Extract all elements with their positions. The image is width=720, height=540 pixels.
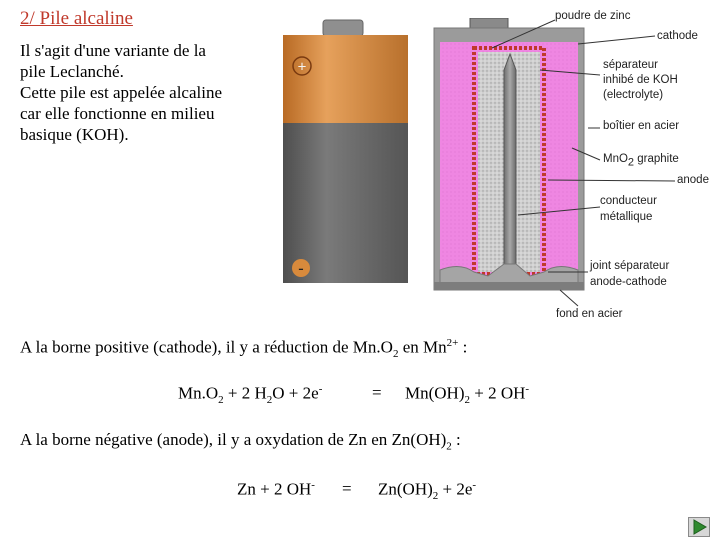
- label-anode: anode: [677, 174, 709, 186]
- label-boitier: boîtier en acier: [603, 120, 680, 132]
- label-line: (electrolyte): [603, 89, 664, 101]
- subscript: 2: [464, 394, 470, 407]
- cathode-equation-right: [405, 383, 529, 406]
- cathode-equation-equals: =: [372, 383, 382, 402]
- label-conducteur: [600, 193, 657, 225]
- label-part: MnO: [603, 153, 628, 165]
- label-poudre-zinc: poudre de zinc: [555, 10, 631, 22]
- eq-part: Mn.O: [178, 383, 219, 403]
- label-line: inhibé de KOH: [603, 74, 678, 86]
- label-mno2-graphite: [603, 153, 679, 168]
- superscript: -: [318, 383, 323, 395]
- anode-equation-left: [237, 479, 315, 500]
- pointer-conducteur: [518, 207, 600, 215]
- label-cathode: cathode: [657, 30, 698, 42]
- play-triangle-icon: [689, 518, 709, 536]
- label-fond-acier: fond en acier: [556, 308, 623, 320]
- eq-part: + 2e: [438, 479, 473, 499]
- superscript: -: [311, 479, 315, 491]
- anode-equation-equals: =: [342, 479, 352, 498]
- intro-line: Il s'agit d'une variante de la: [20, 41, 206, 60]
- label-line: joint séparateur: [590, 260, 670, 272]
- pointer-separateur: [540, 70, 600, 75]
- text-part: :: [458, 337, 468, 357]
- eq-part: + 2 OH: [470, 383, 526, 403]
- eq-part: + 2 H: [223, 383, 267, 403]
- minus-sign: -: [298, 259, 304, 278]
- label-line: anode-cathode: [590, 276, 667, 288]
- superscript: -: [525, 383, 530, 395]
- label-sub: 2: [627, 156, 635, 169]
- subscript: 2: [266, 394, 273, 407]
- pointer-fond: [560, 290, 578, 306]
- subscript: 2: [218, 394, 224, 407]
- label-line: séparateur: [603, 59, 658, 71]
- intro-line: Cette pile est appelée alcaline: [20, 83, 223, 102]
- eq-part: O + 2e: [272, 383, 319, 403]
- pointer-anode: [548, 180, 675, 181]
- page-title: 2/ Pile alcaline: [20, 8, 133, 29]
- plus-sign: +: [297, 58, 307, 76]
- pointer-poudre: [492, 20, 555, 48]
- cathode-sentence: [20, 337, 467, 360]
- anode-sentence: [20, 430, 461, 452]
- text-part: A la borne négative (anode), il y a oxydation de Zn en Zn(OH): [20, 430, 447, 449]
- intro-line: pile Leclanché.: [20, 62, 124, 81]
- label-part: graphite: [634, 153, 679, 165]
- eq-part: Zn(OH): [378, 479, 433, 499]
- label-joint: [590, 258, 669, 290]
- label-separateur: [603, 58, 678, 103]
- next-slide-button[interactable]: [688, 517, 710, 537]
- label-line: conducteur: [600, 195, 657, 207]
- eq-part: Zn + 2 OH: [237, 479, 312, 499]
- superscript: -: [472, 479, 477, 491]
- text-part: A la borne positive (cathode), il y a réduction de Mn.O: [20, 337, 393, 357]
- subscript: 2: [432, 490, 439, 503]
- text-part: en Mn: [398, 337, 447, 357]
- label-line: métallique: [600, 211, 653, 223]
- intro-line: car elle fonctionne en milieu: [20, 104, 215, 123]
- anode-equation-right: [378, 479, 476, 502]
- subscript: 2: [446, 440, 452, 453]
- text-part: :: [451, 430, 461, 449]
- cathode-equation-left: [178, 383, 322, 406]
- intro-line: basique (KOH).: [20, 125, 129, 144]
- pointer-cathode: [578, 36, 655, 44]
- eq-part: Mn(OH): [405, 383, 465, 403]
- subscript: 2: [392, 348, 399, 361]
- superscript: 2+: [446, 337, 459, 349]
- pointer-mno2: [572, 148, 600, 160]
